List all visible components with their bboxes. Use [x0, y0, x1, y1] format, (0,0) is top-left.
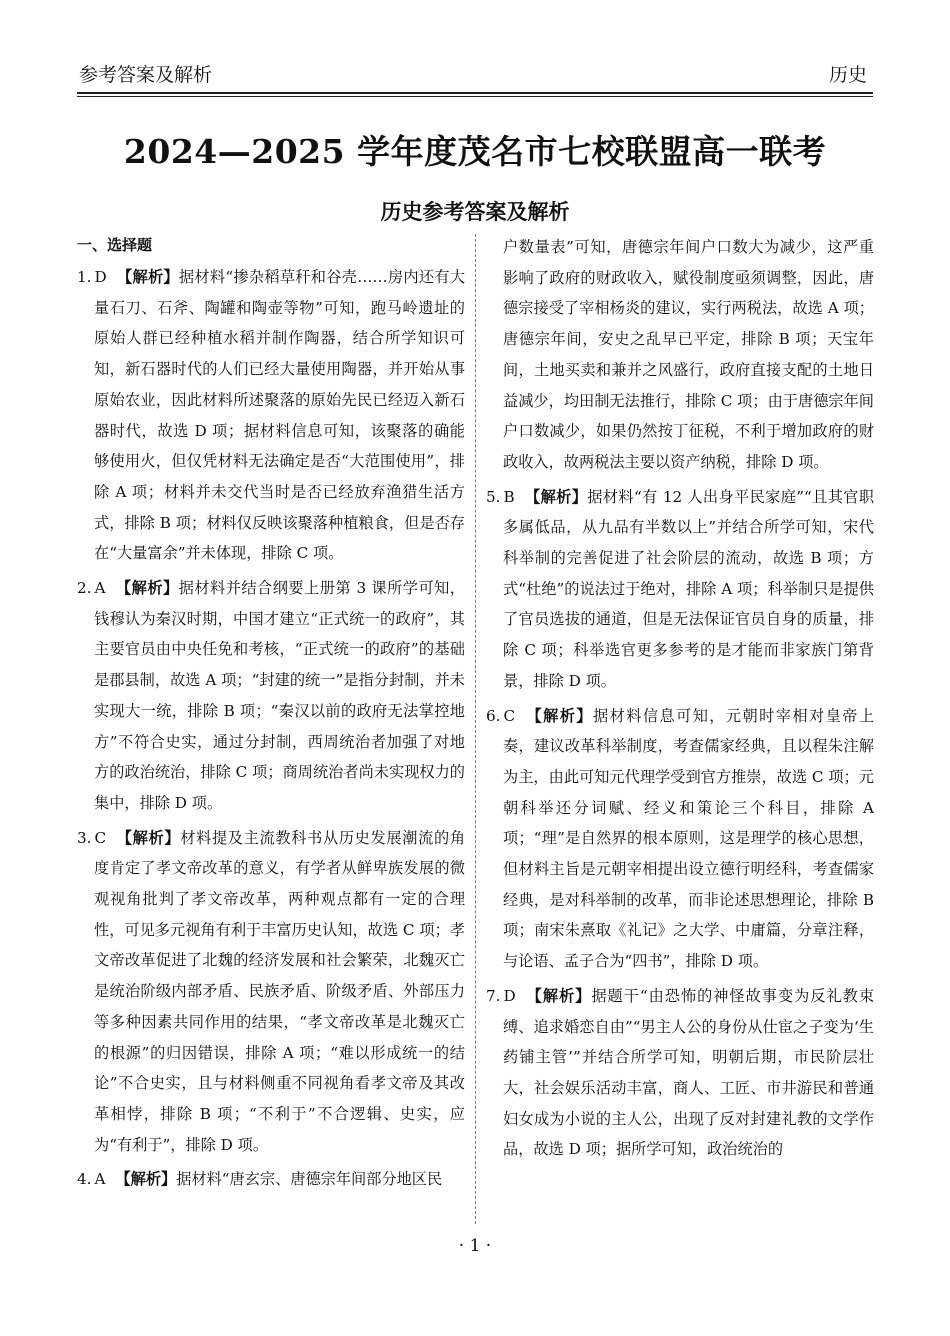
item-number: 6.: [486, 706, 501, 725]
answer-item-7: [486, 981, 874, 1165]
item-text: 据材料“唐玄宗、唐德宗年间部分地区民: [176, 1170, 443, 1189]
header-subject-label: 历史: [828, 64, 867, 86]
item-text: 据材料信息可知，元朝时宰相对皇帝上奏，建议改革科举制度，考查儒家经典，且以程朱注解为主，由此可知元代理学受到官方推崇，故选 C 项；元朝科举还分词赋、经义和策论三个科目，排除 A 项；“理”是自然界的根本原则，这是理学的核心思想，但材料主旨是元朝宰相提出设立德行明经科，考查儒家经典，是对科举制的改革，而非论述思想理论，排除 B 项；南宋朱熹取《礼记》之大学、中庸篇，分章注释，与论语、孟子合为“四书”，排除 D 项。: [503, 706, 875, 971]
header-rule-thick: [77, 92, 873, 94]
item-answer: B: [503, 487, 515, 506]
item-text: 据材料“掺杂稻草秆和谷壳……房内还有大量石刀、石斧、陶罐和陶壶等物”可知，跑马岭遗址的原始人群已经种植水稻并制作陶器，结合所学知识可知，新石器时代的人们已经大量使用陶器，并开始从事原始农业，因此材料所述聚落的原始先民已经迈入新石器时代，故选 D 项；据材料信息可知，该聚落的确能够使用火，但仅凭材料无法确定是否“大范围使用”，排除 A 项；材料并未交代当时是否已经放弃渔猎生活方式，排除 B 项；材料仅反映该聚落种植粮食，但是否存在“大量富余”并未体现，排除 C 项。: [94, 268, 466, 563]
answer-item-3: [77, 823, 465, 1161]
analysis-tag: 【解析】: [115, 579, 179, 598]
page-header: [77, 56, 873, 94]
column-divider: [475, 234, 476, 1224]
item-answer: A: [94, 1170, 106, 1189]
item-number: 5.: [486, 487, 501, 506]
item-text: 材料提及主流教科书从历史发展潮流的角度肯定了孝文帝改革的意义，有学者从鲜卑族发展的微观视角批判了孝文帝改革，两种观点都有一定的合理性，可见多元视角有利于丰富历史认知，故选 C 项；孝文帝改革促进了北魏的经济发展和社会繁荣，北魏灭亡是统治阶级内部矛盾、民族矛盾、阶级矛盾、外部压力等多种因素共同作用的结果，“孝文帝改革是北魏灭亡的根源”的归因错误，排除 A 项；“难以形成统一的结论”不合史实，且与材料侧重不同视角看孝文帝及其改革相悖，排除 B 项；“不利于”不合逻辑、史实，应为“有利于”，排除 D 项。: [94, 828, 466, 1154]
section-heading: 一、选择题: [77, 236, 153, 254]
analysis-tag: 【解析】: [116, 828, 181, 847]
analysis-tag: 【解析】: [525, 706, 594, 725]
right-column: [486, 232, 874, 1169]
analysis-tag: 【解析】: [116, 268, 179, 286]
item-answer: D: [94, 268, 107, 286]
left-column: [77, 232, 465, 1199]
document-subtitle: 历史参考答案及解析: [380, 200, 570, 224]
page-number: · 1 ·: [458, 1236, 492, 1256]
answer-item-6: [486, 701, 874, 977]
header-left-label: 参考答案及解析: [79, 64, 213, 86]
item-number: 7.: [486, 986, 501, 1005]
document-title: 2024—2025 学年度茂名市七校联盟高一联考: [123, 132, 827, 171]
answer-item-5: [486, 482, 874, 697]
item-text: 据材料“有 12 人出身平民家庭”“且其官职多属低品，从九品有半数以上”并结合所学可知，宋代科举制的完善促进了社会阶层的流动，故选 B 项；方式“杜绝”的说法过于绝对，排除 A 项；科举制只是提供了官员选拔的通道，但是无法保证官员自身的质量，排除 C 项；科举选官更多参考的是才能而非家族门第背景，排除 D 项。: [503, 487, 875, 690]
answer-item-4: [77, 1164, 465, 1195]
answer-item-2: [77, 573, 465, 819]
item-number: 4.: [77, 1170, 92, 1189]
answer-item-4-continued: [486, 232, 874, 478]
analysis-tag: 【解析】: [115, 1170, 177, 1189]
item-text: 户数量表”可知，唐德宗年间户口数大为减少，这严重影响了政府的财政收入，赋役制度亟须调整，因此，唐德宗接受了宰相杨炎的建议，实行两税法，故选 A 项；唐德宗年间，安史之乱早已平定，排除 B 项；天宝年间，土地买卖和兼并之风盛行，政府直接支配的土地日益减少，均田制无法推行，排除 C 项；由于唐德宗年间户口数减少，如果仍然按丁征税，不利于增加政府的财政收入，故两税法主要以资产纳税，排除 D 项。: [503, 238, 874, 471]
item-answer: A: [94, 579, 106, 598]
analysis-tag: 【解析】: [525, 986, 592, 1005]
analysis-tag: 【解析】: [524, 487, 588, 506]
item-number: 3.: [77, 828, 92, 847]
item-number: 1.: [77, 268, 92, 286]
answer-item-1: [77, 262, 465, 569]
item-answer: D: [503, 986, 516, 1005]
item-number: 2.: [77, 579, 92, 598]
item-answer: C: [503, 706, 516, 725]
item-text: 据材料并结合纲要上册第 3 课所学可知，钱穆认为秦汉时期，中国才建立“正式统一的政府”，其主要官员由中央任免和考核，“正式统一的政府”的基础是郡县制，故选 A 项；“封建的统一”是指分封制，并未实现大一统，排除 B 项；“秦汉以前的政府无法掌控地方”不符合史实，通过分封制，西周统治者加强了对地方的政治统治，排除 C 项；商周统治者尚未实现权力的集中，排除 D 项。: [94, 579, 465, 812]
header-rule-thin: [77, 96, 873, 97]
item-answer: C: [94, 828, 107, 847]
item-text: 据题干“由恐怖的神怪故事变为反礼教束缚、追求婚恋自由”“男主人公的身份从仕宦之子变为‘生药铺主管’”并结合所学可知，明朝后期，市民阶层壮大，社会娱乐活动丰富，商人、工匠、市井游民和普通妇女成为小说的主人公，出现了反对封建礼教的文学作品，故选 D 项；据所学可知，政治统治的: [503, 986, 875, 1159]
